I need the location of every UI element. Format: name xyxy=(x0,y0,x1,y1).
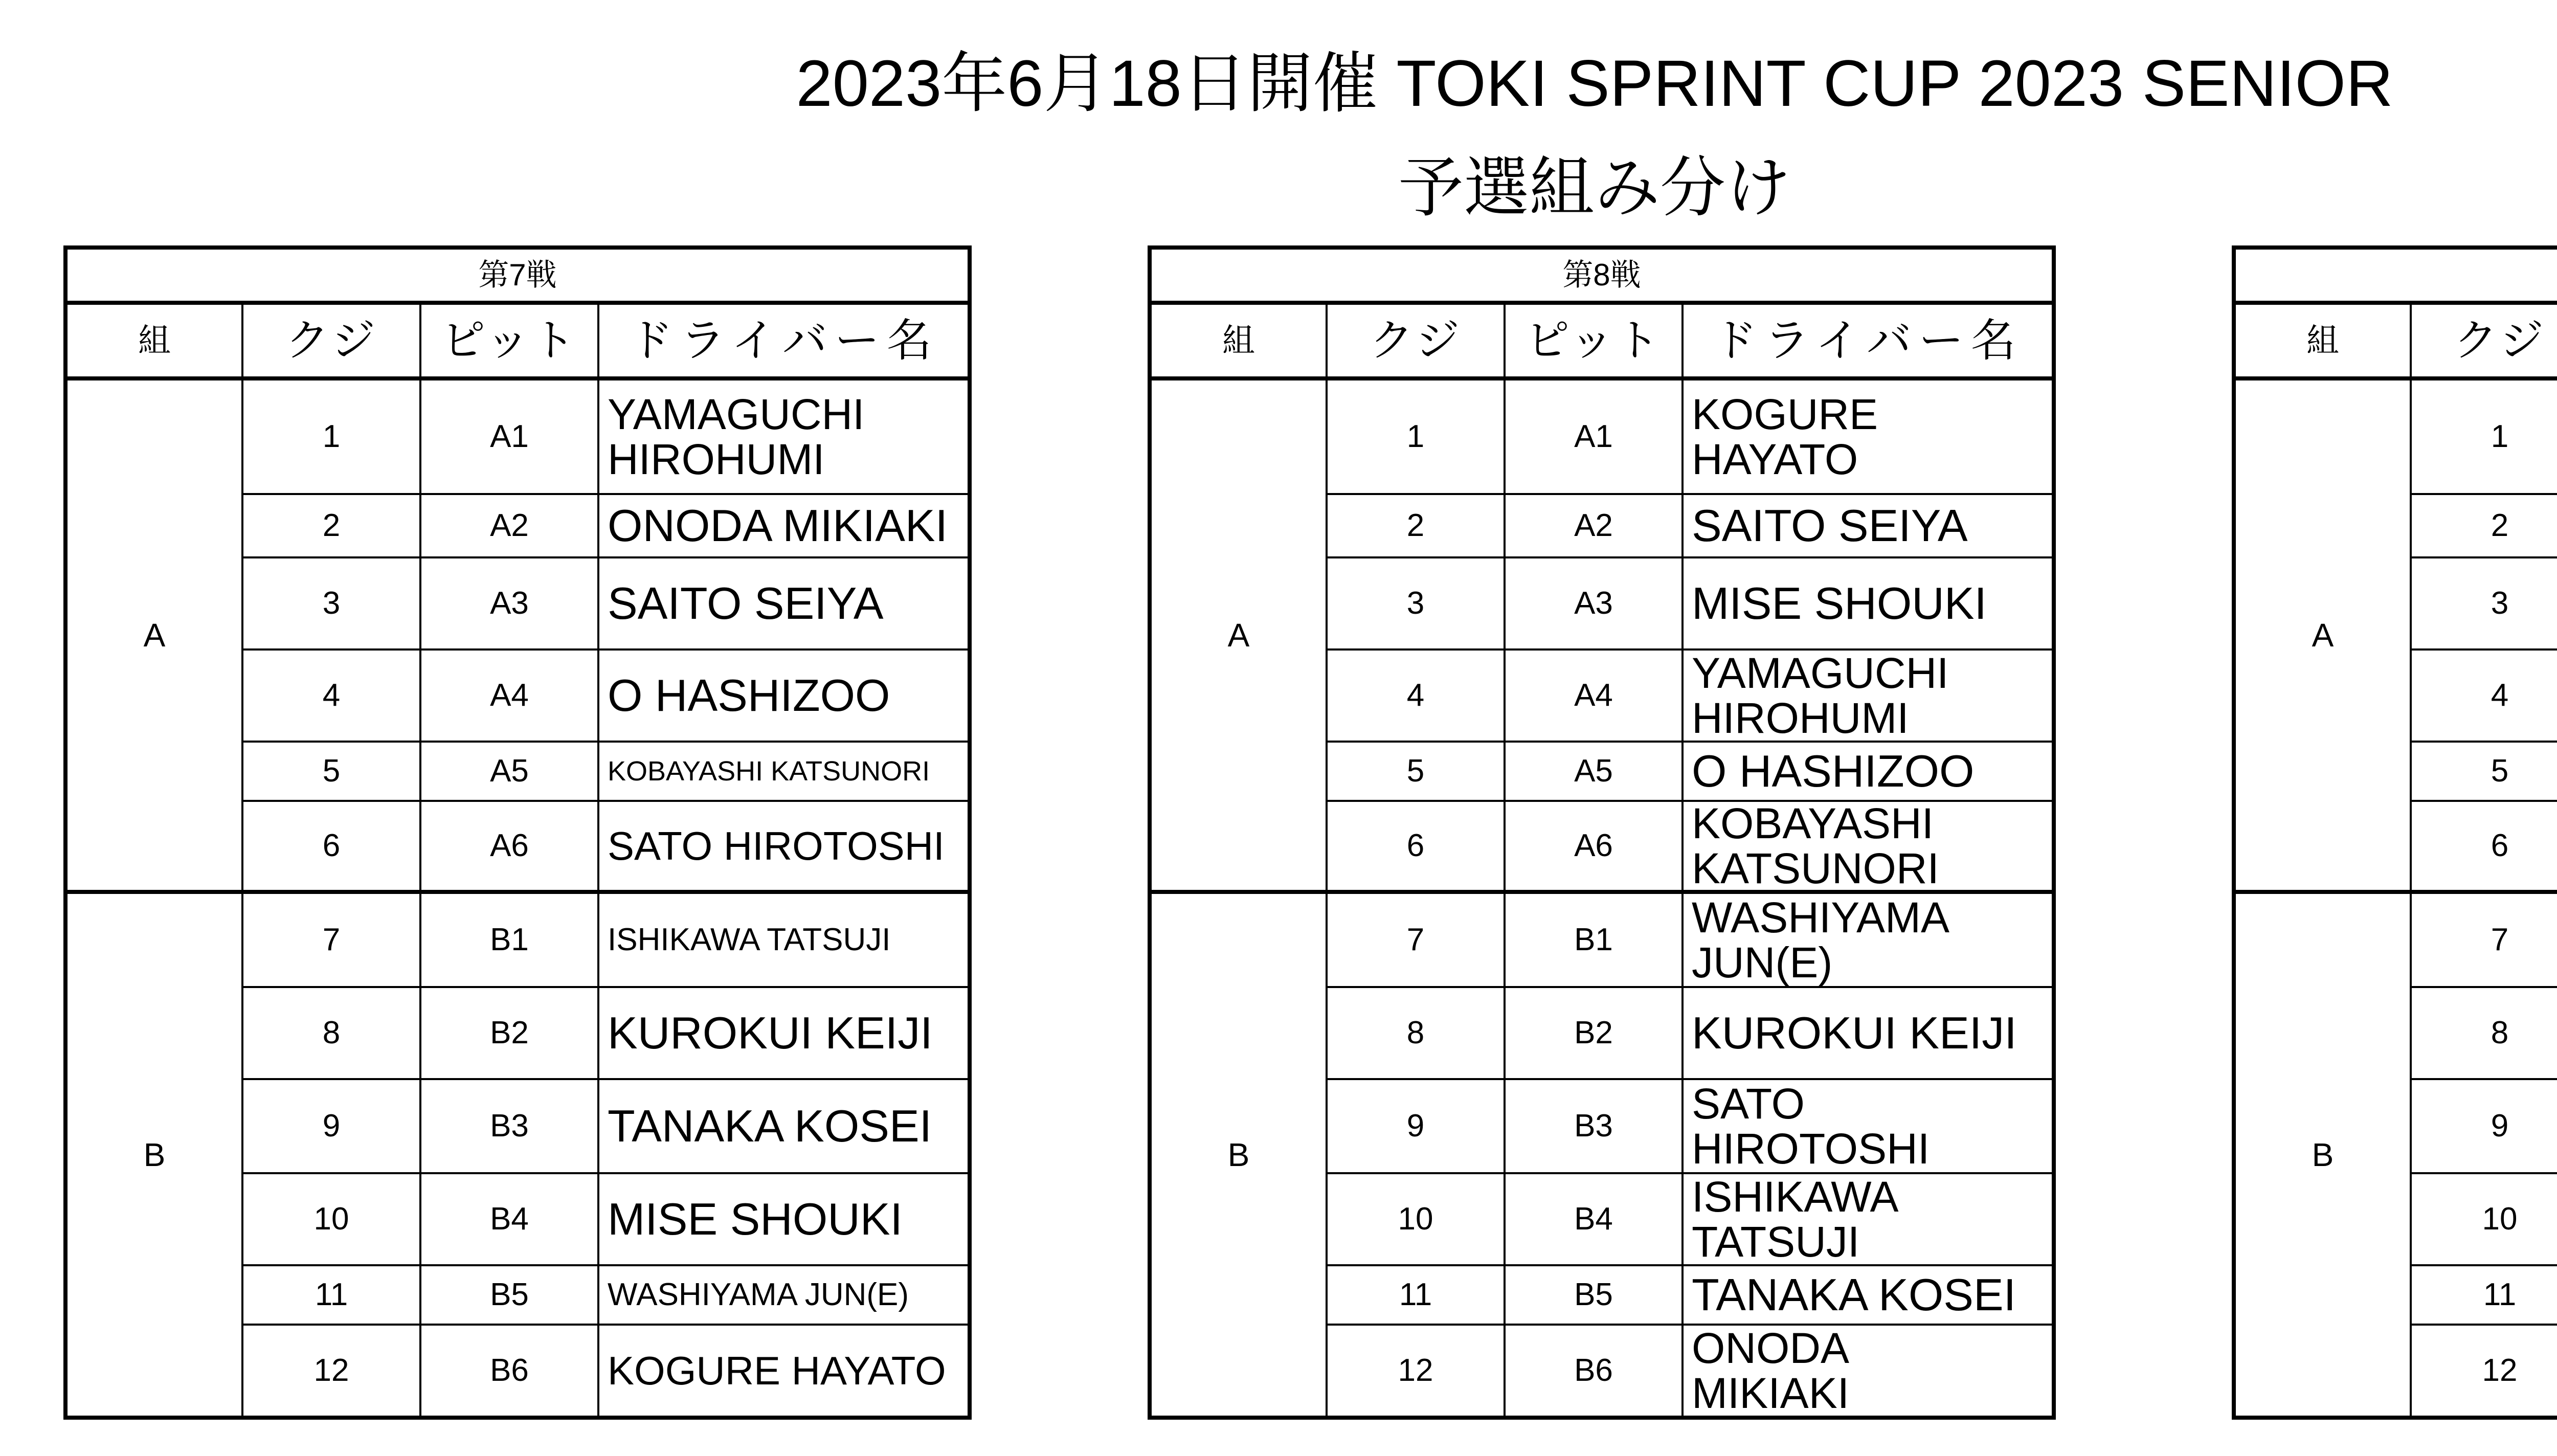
column-header-text: ドライバー名 xyxy=(1712,315,2023,366)
group-label: B xyxy=(143,1136,166,1173)
kuji-number: 12 xyxy=(313,1353,349,1388)
column-header-text: 組 xyxy=(2306,322,2339,359)
pit-label: A5 xyxy=(490,753,529,789)
driver-name-cell xyxy=(599,1326,968,1416)
driver-name-cell xyxy=(1684,802,2052,894)
pit-label: B4 xyxy=(1574,1201,1613,1237)
kuji-cell xyxy=(1328,380,1506,495)
round-heading xyxy=(68,250,968,305)
pit-cell xyxy=(1506,1080,1684,1174)
pit-label: B4 xyxy=(490,1201,529,1237)
column-header-text: ピット xyxy=(441,316,578,365)
tables-area xyxy=(0,245,2557,1420)
driver-name: MISE SHOUKI xyxy=(1692,578,1987,629)
kuji-cell xyxy=(1328,743,1506,802)
driver-name-cell xyxy=(1684,380,2052,495)
kuji-cell xyxy=(2412,1266,2557,1326)
pit-cell xyxy=(421,802,599,894)
driver-name-cell xyxy=(599,988,968,1080)
driver-name-cell xyxy=(1684,988,2052,1080)
driver-name-cell xyxy=(599,743,968,802)
driver-name-cell xyxy=(1684,1266,2052,1326)
kuji-number: 11 xyxy=(315,1277,348,1312)
column-header-text: クジ xyxy=(2454,316,2546,365)
pit-label: A2 xyxy=(1574,508,1613,543)
pit-cell xyxy=(421,1080,599,1174)
round-heading xyxy=(1152,250,2052,305)
kuji-cell xyxy=(1328,894,1506,988)
column-header-driver xyxy=(599,305,968,380)
pit-label: A2 xyxy=(490,508,529,543)
column-header-text: クジ xyxy=(1370,316,1462,365)
column-header-kuji xyxy=(1328,305,1506,380)
pit-cell xyxy=(1506,802,1684,894)
driver-name-cell xyxy=(599,1266,968,1326)
column-header-kuji xyxy=(243,305,421,380)
driver-name: SATO HIROTOSHI xyxy=(608,823,945,868)
pit-cell xyxy=(421,1266,599,1326)
driver-name: KOBAYASHI KATSUNORI xyxy=(1692,802,1939,892)
kuji-number: 2 xyxy=(2491,508,2509,543)
round-heading xyxy=(2236,250,2557,305)
group-label: A xyxy=(1227,617,1250,654)
pit-cell xyxy=(421,894,599,988)
kuji-number: 6 xyxy=(322,828,341,863)
page-title: 2023年6月18日開催 TOKI SPRINT CUP 2023 SENIOR xyxy=(796,47,2393,120)
driver-name-cell xyxy=(599,1080,968,1174)
column-header-group xyxy=(1152,305,1328,380)
driver-name-cell xyxy=(599,894,968,988)
pit-cell xyxy=(421,380,599,495)
kuji-number: 5 xyxy=(322,753,341,789)
column-header-kuji xyxy=(2412,305,2557,380)
kuji-number: 4 xyxy=(1406,678,1425,713)
pit-cell xyxy=(1506,651,1684,743)
pit-cell xyxy=(1506,1326,1684,1416)
driver-name: ONODA MIKIAKI xyxy=(1692,1326,1850,1416)
kuji-cell xyxy=(243,495,421,558)
group-label-cell xyxy=(68,894,243,1416)
kuji-number: 4 xyxy=(322,678,341,713)
driver-name-cell xyxy=(599,1174,968,1266)
pit-label: A3 xyxy=(1574,586,1613,621)
pit-cell xyxy=(1506,743,1684,802)
driver-name: YAMAGUCHI HIROHUMI xyxy=(1692,651,1949,742)
pit-cell xyxy=(1506,558,1684,651)
kuji-number: 4 xyxy=(2491,678,2509,713)
pit-cell xyxy=(421,495,599,558)
driver-name: ISHIKAWA TATSUJI xyxy=(608,922,891,957)
column-header-pit xyxy=(1506,305,1684,380)
driver-name: O HASHIZOO xyxy=(1692,746,1975,796)
kuji-number: 8 xyxy=(1406,1015,1425,1050)
kuji-cell xyxy=(243,558,421,651)
column-header-pit xyxy=(421,305,599,380)
kuji-cell xyxy=(2412,743,2557,802)
round-table-3 xyxy=(2232,245,2557,1420)
kuji-cell xyxy=(243,380,421,495)
kuji-number: 12 xyxy=(2482,1353,2518,1388)
kuji-number: 3 xyxy=(1406,586,1425,621)
driver-name-cell xyxy=(599,380,968,495)
kuji-cell xyxy=(2412,495,2557,558)
kuji-number: 1 xyxy=(322,419,341,454)
pit-label: B3 xyxy=(490,1108,529,1144)
kuji-number: 10 xyxy=(1398,1201,1433,1237)
driver-name: SAITO SEIYA xyxy=(1692,500,1968,551)
kuji-cell xyxy=(1328,1266,1506,1326)
kuji-number: 5 xyxy=(2491,753,2509,789)
pit-label: A4 xyxy=(490,678,529,713)
kuji-cell xyxy=(243,1326,421,1416)
driver-name-cell xyxy=(1684,1174,2052,1266)
column-header-text: ピット xyxy=(1525,316,1662,365)
kuji-cell xyxy=(1328,1080,1506,1174)
driver-name: O HASHIZOO xyxy=(608,670,890,721)
kuji-cell xyxy=(2412,894,2557,988)
pit-label: A5 xyxy=(1574,753,1613,789)
driver-name: MISE SHOUKI xyxy=(608,1194,903,1244)
pit-label: A1 xyxy=(490,419,529,454)
driver-name: SATO HIROTOSHI xyxy=(1692,1080,1930,1173)
driver-name-cell xyxy=(599,495,968,558)
kuji-cell xyxy=(243,1080,421,1174)
kuji-number: 10 xyxy=(2482,1201,2518,1237)
group-label-cell xyxy=(68,380,243,894)
page-subtitle: 予選組み分け xyxy=(1398,151,1791,225)
group-label: A xyxy=(143,617,166,654)
pit-label: B2 xyxy=(490,1015,529,1050)
driver-name-cell xyxy=(1684,1326,2052,1416)
pit-label: A3 xyxy=(490,586,529,621)
group-label: B xyxy=(2312,1136,2334,1173)
kuji-cell xyxy=(2412,651,2557,743)
driver-name: WASHIYAMA JUN(E) xyxy=(608,1277,909,1312)
group-label-cell xyxy=(2236,894,2412,1416)
driver-name: KOGURE HAYATO xyxy=(1692,390,1878,483)
kuji-cell xyxy=(1328,802,1506,894)
kuji-number: 9 xyxy=(2491,1108,2509,1144)
round-table-2 xyxy=(1148,245,2056,1420)
column-header-text: 組 xyxy=(138,322,171,359)
round-heading-text: 第7戦 xyxy=(478,258,557,292)
pit-cell xyxy=(421,743,599,802)
pit-label: A4 xyxy=(1574,678,1613,713)
pit-cell xyxy=(1506,988,1684,1080)
pit-cell xyxy=(421,651,599,743)
column-header-text: ドライバー名 xyxy=(628,315,939,366)
kuji-number: 12 xyxy=(1398,1353,1433,1388)
kuji-number: 2 xyxy=(322,508,341,543)
kuji-cell xyxy=(2412,1080,2557,1174)
group-label: B xyxy=(1227,1136,1250,1173)
kuji-number: 9 xyxy=(1406,1108,1425,1144)
driver-name: TANAKA KOSEI xyxy=(1692,1269,2016,1320)
kuji-cell xyxy=(243,743,421,802)
kuji-number: 9 xyxy=(322,1108,341,1144)
pit-cell xyxy=(421,558,599,651)
pit-cell xyxy=(421,988,599,1080)
pit-cell xyxy=(1506,894,1684,988)
kuji-cell xyxy=(2412,1174,2557,1266)
kuji-number: 8 xyxy=(322,1015,341,1050)
kuji-number: 7 xyxy=(1406,922,1425,957)
column-header-group xyxy=(2236,305,2412,380)
pit-label: B6 xyxy=(490,1353,529,1388)
kuji-number: 11 xyxy=(1399,1277,1432,1312)
group-label: A xyxy=(2312,617,2334,654)
kuji-cell xyxy=(1328,988,1506,1080)
pit-label: B5 xyxy=(1574,1277,1613,1312)
driver-name: KOBAYASHI KATSUNORI xyxy=(608,756,930,787)
pit-cell xyxy=(1506,380,1684,495)
kuji-number: 3 xyxy=(2491,586,2509,621)
pit-label: A6 xyxy=(490,828,529,863)
pit-label: B5 xyxy=(490,1277,529,1312)
kuji-number: 3 xyxy=(322,586,341,621)
driver-name: KUROKUI KEIJI xyxy=(1692,1007,2017,1058)
column-header-group xyxy=(68,305,243,380)
kuji-number: 2 xyxy=(1406,508,1425,543)
driver-name: TANAKA KOSEI xyxy=(608,1101,932,1151)
round-heading-text: 第8戦 xyxy=(1562,258,1641,292)
kuji-cell xyxy=(2412,988,2557,1080)
pit-label: A1 xyxy=(1574,419,1613,454)
pit-label: B3 xyxy=(1574,1108,1613,1144)
driver-name-cell xyxy=(599,651,968,743)
kuji-cell xyxy=(2412,802,2557,894)
column-header-text: 組 xyxy=(1222,322,1255,359)
pit-cell xyxy=(1506,1266,1684,1326)
kuji-number: 6 xyxy=(1406,828,1425,863)
kuji-cell xyxy=(2412,558,2557,651)
group-label-cell xyxy=(1152,380,1328,894)
pit-label: B6 xyxy=(1574,1353,1613,1388)
driver-name-cell xyxy=(1684,894,2052,988)
group-label-cell xyxy=(2236,380,2412,894)
kuji-cell xyxy=(1328,1174,1506,1266)
kuji-number: 10 xyxy=(313,1201,349,1237)
kuji-number: 6 xyxy=(2491,828,2509,863)
kuji-cell xyxy=(243,802,421,894)
pit-cell xyxy=(421,1174,599,1266)
driver-name-cell xyxy=(1684,558,2052,651)
kuji-cell xyxy=(243,894,421,988)
group-label-cell xyxy=(1152,894,1328,1416)
pit-cell xyxy=(1506,1174,1684,1266)
pit-label: B2 xyxy=(1574,1015,1613,1050)
kuji-number: 11 xyxy=(2483,1277,2517,1312)
round-table-1 xyxy=(63,245,972,1420)
column-header-text: クジ xyxy=(285,316,377,365)
kuji-number: 7 xyxy=(2491,922,2509,957)
kuji-cell xyxy=(243,1174,421,1266)
driver-name-cell xyxy=(599,558,968,651)
pit-label: B1 xyxy=(1574,922,1613,957)
pit-label: A6 xyxy=(1574,828,1613,863)
driver-name-cell xyxy=(1684,651,2052,743)
kuji-cell xyxy=(243,651,421,743)
kuji-cell xyxy=(1328,495,1506,558)
kuji-cell xyxy=(1328,558,1506,651)
driver-name-cell xyxy=(599,802,968,894)
pit-label: B1 xyxy=(490,922,529,957)
driver-name: SAITO SEIYA xyxy=(608,578,884,629)
kuji-number: 1 xyxy=(2491,419,2509,454)
kuji-cell xyxy=(243,1266,421,1326)
driver-name: ISHIKAWA TATSUJI xyxy=(1692,1174,1896,1266)
column-header-driver xyxy=(1684,305,2052,380)
driver-name: WASHIYAMA JUN(E) xyxy=(1692,894,1947,987)
driver-name: KUROKUI KEIJI xyxy=(608,1007,933,1058)
kuji-number: 1 xyxy=(1406,419,1425,454)
driver-name: KOGURE HAYATO xyxy=(608,1348,946,1393)
kuji-cell xyxy=(1328,1326,1506,1416)
kuji-cell xyxy=(2412,1326,2557,1416)
driver-name: ONODA MIKIAKI xyxy=(608,500,948,551)
driver-name-cell xyxy=(1684,1080,2052,1174)
kuji-number: 8 xyxy=(2491,1015,2509,1050)
pit-cell xyxy=(1506,495,1684,558)
kuji-number: 5 xyxy=(1406,753,1425,789)
kuji-cell xyxy=(1328,651,1506,743)
kuji-cell xyxy=(243,988,421,1080)
kuji-number: 7 xyxy=(322,922,341,957)
driver-name-cell xyxy=(1684,495,2052,558)
kuji-cell xyxy=(2412,380,2557,495)
driver-name-cell xyxy=(1684,743,2052,802)
pit-cell xyxy=(421,1326,599,1416)
driver-name: YAMAGUCHI HIROHUMI xyxy=(608,390,865,483)
